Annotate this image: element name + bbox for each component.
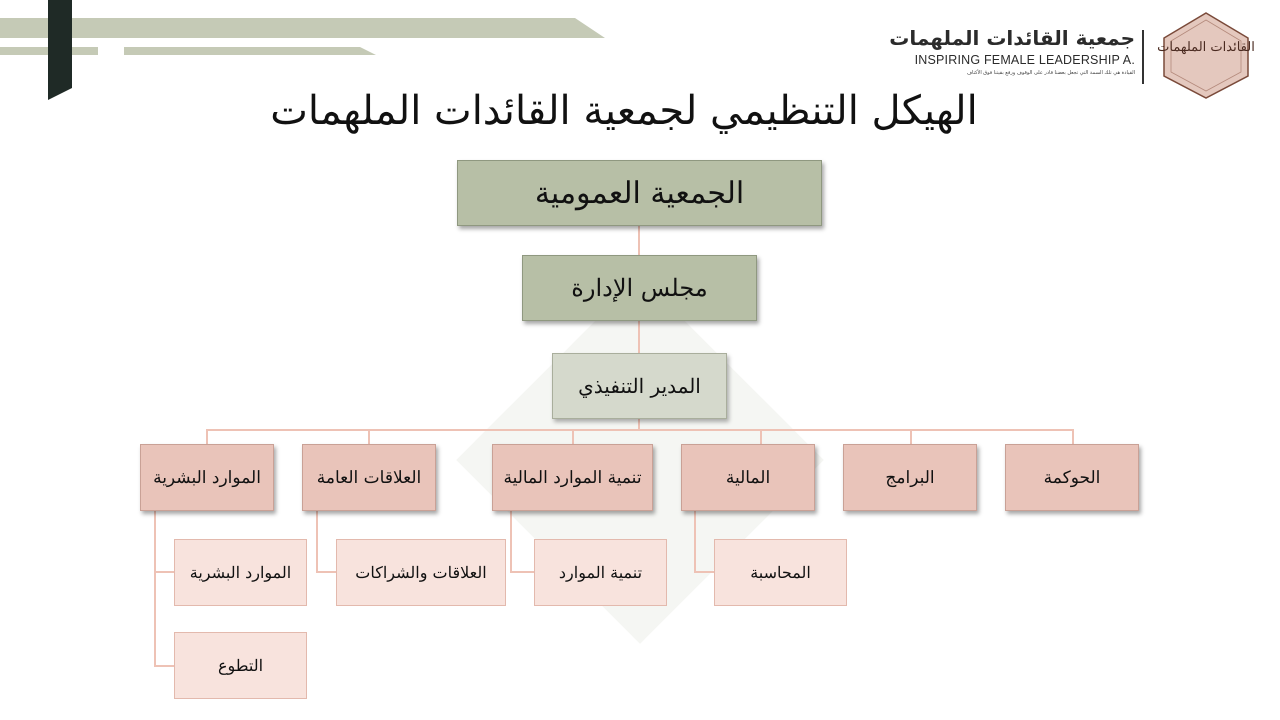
connector-bus bbox=[206, 429, 1074, 431]
node-dept-hr: الموارد البشرية bbox=[140, 444, 274, 511]
logo-divider bbox=[1142, 30, 1144, 84]
connector-drop-finance bbox=[760, 429, 762, 444]
connector-l1-l2 bbox=[638, 226, 640, 256]
logo-english-name: INSPIRING FEMALE LEADERSHIP A. bbox=[914, 53, 1135, 67]
connector-pr-vertical bbox=[316, 511, 318, 573]
node-dept-governance: الحوكمة bbox=[1005, 444, 1139, 511]
connector-fin-sub1 bbox=[694, 571, 714, 573]
node-sub-volunteering: التطوع bbox=[174, 632, 307, 699]
node-sub-resource-development: تنمية الموارد bbox=[534, 539, 667, 606]
connector-drop-fundraising bbox=[572, 429, 574, 444]
connector-hr-sub1 bbox=[154, 571, 174, 573]
logo-emblem-icon bbox=[1156, 10, 1256, 100]
node-sub-relations-partnerships: العلاقات والشراكات bbox=[336, 539, 506, 606]
header-dark-bar bbox=[48, 0, 72, 100]
page-title: الهيكل التنظيمي لجمعية القائدات الملهمات bbox=[270, 88, 978, 134]
node-board-of-directors: مجلس الإدارة bbox=[522, 255, 757, 321]
node-sub-accounting: المحاسبة bbox=[714, 539, 847, 606]
connector-fund-vertical bbox=[510, 511, 512, 573]
connector-drop-programs bbox=[910, 429, 912, 444]
node-dept-finance: المالية bbox=[681, 444, 815, 511]
node-executive-director: المدير التنفيذي bbox=[552, 353, 727, 419]
node-dept-public-relations: العلاقات العامة bbox=[302, 444, 436, 511]
logo-emblem-text: القائدات الملهمات bbox=[1157, 40, 1255, 55]
node-dept-programs: البرامج bbox=[843, 444, 977, 511]
connector-hr-vertical bbox=[154, 511, 156, 666]
connector-fin-vertical bbox=[694, 511, 696, 573]
logo bbox=[890, 8, 1270, 98]
connector-l2-l3 bbox=[638, 320, 640, 354]
header-stripe-short-right bbox=[124, 47, 376, 55]
connector-hr-sub2 bbox=[154, 665, 174, 667]
connector-drop-governance bbox=[1072, 429, 1074, 444]
logo-tagline: القيادة هي تلك السمة التي تجعل بعضنا قادر على الوقوف ورفع بقيتنا فوق الأكتاف bbox=[966, 70, 1135, 76]
connector-drop-pr bbox=[368, 429, 370, 444]
connector-fund-sub1 bbox=[510, 571, 534, 573]
connector-drop-hr bbox=[206, 429, 208, 444]
connector-pr-sub1 bbox=[316, 571, 336, 573]
header-stripe-long bbox=[0, 18, 605, 38]
node-dept-fundraising: تنمية الموارد المالية bbox=[492, 444, 653, 511]
node-general-assembly: الجمعية العمومية bbox=[457, 160, 822, 226]
logo-arabic-name: جمعية القائدات الملهمات bbox=[889, 26, 1135, 50]
node-sub-hr: الموارد البشرية bbox=[174, 539, 307, 606]
